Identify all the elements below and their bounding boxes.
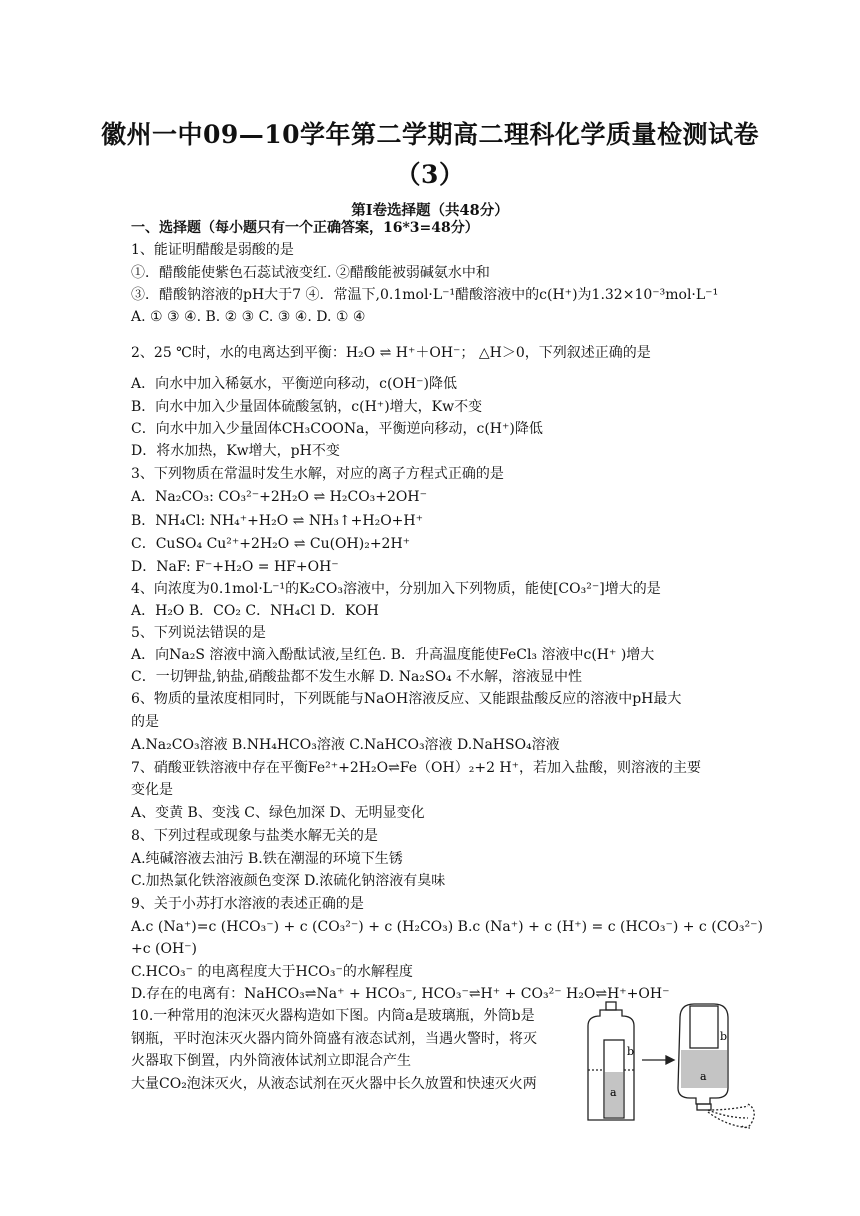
q8-option-ab: A.纯碱溶液去油污 B.铁在潮湿的环境下生锈 — [131, 851, 403, 867]
q2-option-b: B．向水中加入少量固体硫酸氢钠，c(H⁺)增大，Kw不变 — [131, 399, 483, 415]
q5-option-ab: A．向Na₂S 溶液中滴入酚酞试液,呈红色. B．升高温度能使FeCl₃ 溶液中c(H⁺ )增大 — [131, 647, 655, 663]
q1-item-3-4: ③．醋酸钠溶液的pH大于7 ④．常温下,0.1mol·L⁻¹醋酸溶液中的c(H⁺)为1.32×10⁻³mol·L⁻¹ — [131, 287, 719, 303]
q1-options: A. ① ③ ④. B. ② ③ C. ③ ④. D. ① ④ — [131, 309, 366, 325]
q2-stem: 2、25 ℃时，水的电离达到平衡：H₂O ⇌ H⁺＋OH⁻； △H＞0，下列叙述正确的是 — [131, 345, 651, 361]
q7-stem: 7、硝酸亚铁溶液中存在平衡Fe²⁺+2H₂O⇌Fe（OH）₂+2 H⁺，若加入盐酸，则溶液的主要 — [131, 760, 702, 776]
q10-stem-4: 大量CO₂泡沫灭火，从液态试剂在灭火器中长久放置和快速灭火两 — [131, 1076, 537, 1092]
q8-option-cd: C.加热氯化铁溶液颜色变深 D.浓硫化钠溶液有臭味 — [131, 873, 446, 889]
q9-option-ab: A.c (Na⁺)=c (HCO₃⁻) + c (CO₃²⁻) + c (H₂CO₃) B.c (Na⁺) + c (H⁺) = c (HCO₃⁻) + c (CO₃²⁻) — [131, 919, 763, 935]
q7-options: A、变黄 B、变浅 C、绿色加深 D、无明显变化 — [131, 805, 425, 821]
q3-option-c: C．CuSO₄ Cu²⁺+2H₂O ⇌ Cu(OH)₂+2H⁺ — [131, 536, 411, 552]
label-a-left: a — [610, 1086, 617, 1099]
q10-stem-2: 钢瓶，平时泡沫灭火器内筒外筒盛有液态试剂，当遇火警时，将灭 — [131, 1031, 537, 1047]
q7-stem-cont: 变化是 — [131, 782, 173, 798]
q6-stem-cont: 的是 — [131, 714, 159, 730]
q1-stem: 1、能证明醋酸是弱酸的是 — [131, 242, 294, 258]
part-header: 一、选择题（每小题只有一个正确答案，16*3=48分） — [131, 220, 479, 236]
q3-option-b: B．NH₄Cl: NH₄⁺+H₂O ⇌ NH₃↑+H₂O+H⁺ — [131, 513, 423, 529]
q5-option-cd: C．一切钾盐,钠盐,硝酸盐都不发生水解 D. Na₂SO₄ 不水解，溶液显中性 — [131, 669, 583, 685]
q6-options: A.Na₂CO₃溶液 B.NH₄HCO₃溶液 C.NaHCO₃溶液 D.NaHSO₄溶液 — [131, 737, 560, 753]
label-a-right: a — [700, 1070, 707, 1083]
q2-option-d: D．将水加热，Kw增大，pH不变 — [131, 443, 340, 459]
q8-stem: 8、下列过程或现象与盐类水解无关的是 — [131, 828, 378, 844]
q2-option-c: C．向水中加入少量固体CH₃COONa，平衡逆向移动，c(H⁺)降低 — [131, 421, 543, 437]
q10-stem-1: 10.一种常用的泡沫灭火器构造如下图。内筒a是玻璃瓶，外筒b是 — [131, 1008, 535, 1024]
q9-option-d: D.存在的电离有：NaHCO₃⇌Na⁺ + HCO₃⁻, HCO₃⁻⇌H⁺ + CO₃²⁻ H₂O⇌H⁺+OH⁻ — [131, 986, 670, 1002]
q9-option-c: C.HCO₃⁻ 的电离程度大于HCO₃⁻的水解程度 — [131, 964, 413, 980]
q3-option-d: D．NaF: F⁻+H₂O = HF+OH⁻ — [131, 559, 339, 575]
label-b-left: b — [627, 1045, 635, 1058]
section-header: 第Ⅰ卷选择题（共48分） — [351, 202, 509, 219]
q5-stem: 5、下列说法错误的是 — [131, 625, 266, 641]
exam-title: 徽州一中09—10学年第二学期高二理科化学质量检测试卷 — [100, 120, 760, 149]
q10-stem-3: 火器取下倒置，内外筒液体试剂立即混合产生 — [131, 1053, 411, 1069]
fire-extinguisher-diagram — [584, 1000, 774, 1140]
q9-option-b-cont: +c (OH⁻) — [131, 941, 198, 957]
label-b-right: b — [720, 1030, 728, 1043]
q2-option-a: A．向水中加入稀氨水，平衡逆向移动，c(OH⁻)降低 — [131, 376, 457, 392]
q1-item-1-2: ①．醋酸能使紫色石蕊试液变红. ②醋酸能被弱碱氨水中和 — [131, 265, 490, 281]
q3-option-a: A．Na₂CO₃: CO₃²⁻+2H₂O ⇌ H₂CO₃+2OH⁻ — [131, 489, 427, 505]
q6-stem: 6、物质的量浓度相同时，下列既能与NaOH溶液反应、又能跟盐酸反应的溶液中pH最大 — [131, 691, 682, 707]
q9-stem: 9、关于小苏打水溶液的表述正确的是 — [131, 896, 364, 912]
q4-options: A．H₂O B．CO₂ C．NH₄Cl D．KOH — [131, 603, 379, 619]
q3-stem: 3、下列物质在常温时发生水解，对应的离子方程式正确的是 — [131, 466, 504, 482]
exam-title-number: （3） — [395, 160, 465, 189]
q4-stem: 4、向浓度为0.1mol·L⁻¹的K₂CO₃溶液中，分别加入下列物质，能使[CO₃²⁻]增大的是 — [131, 581, 661, 597]
